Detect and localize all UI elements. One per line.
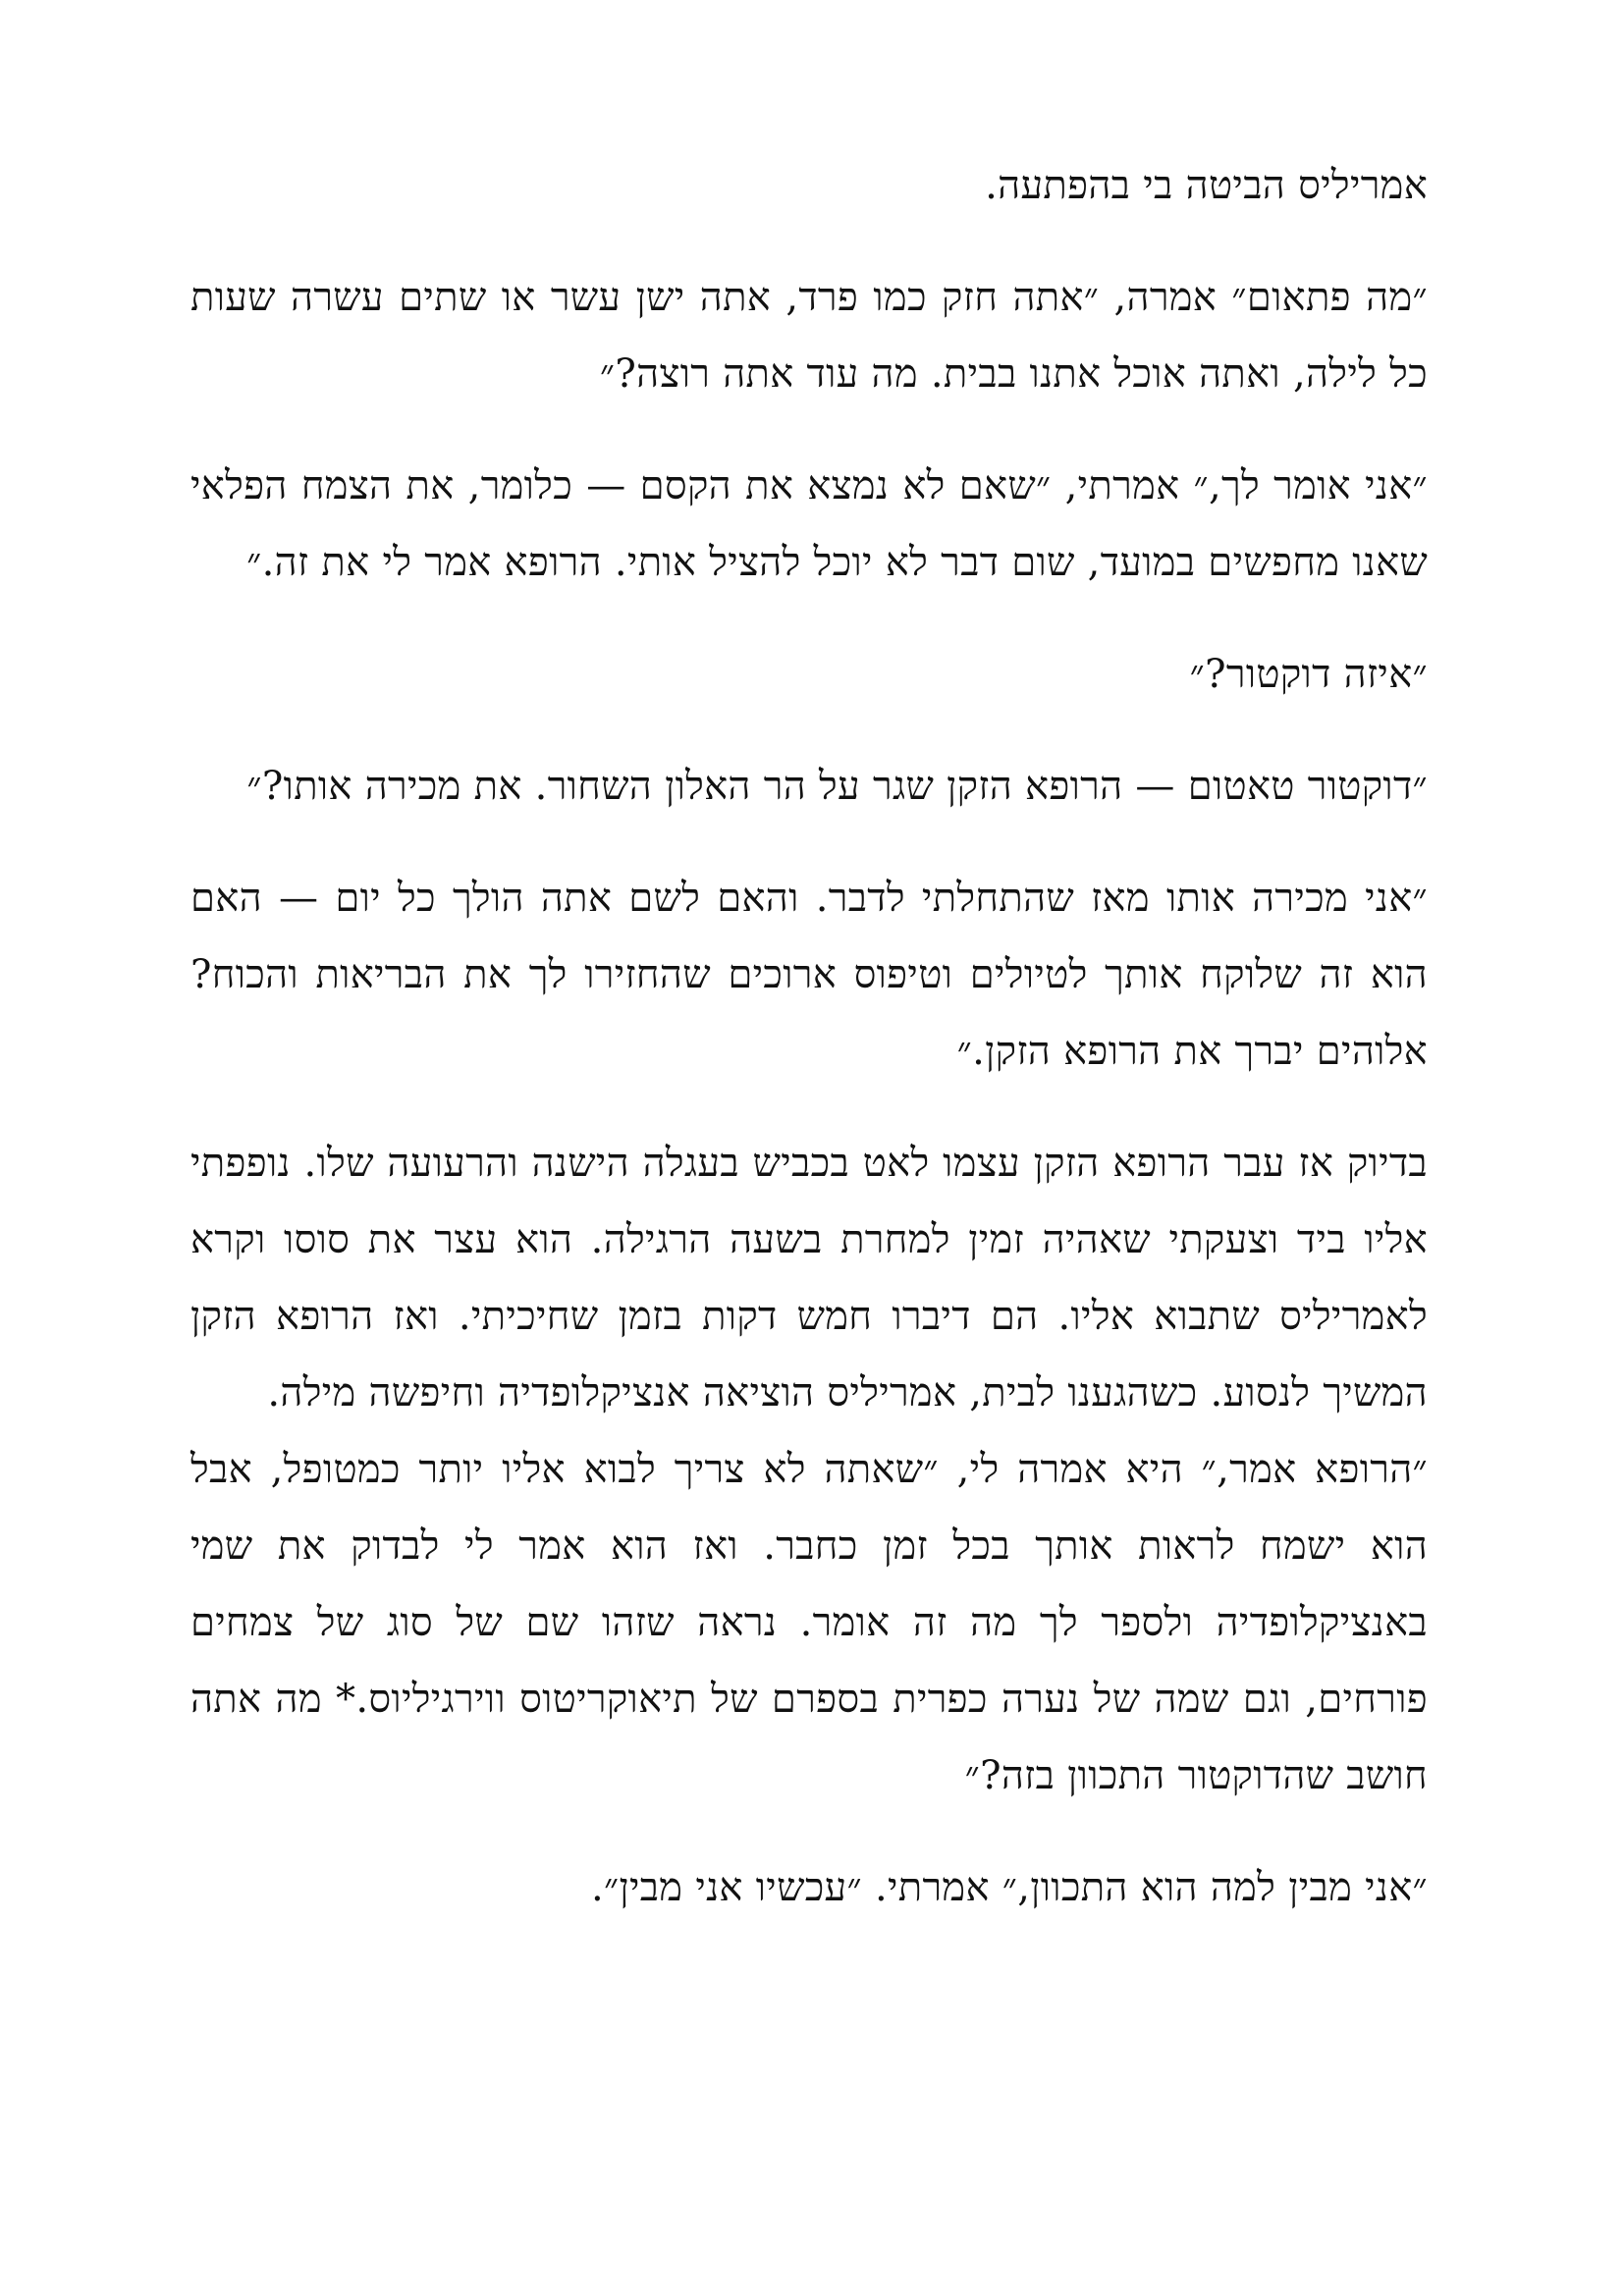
paragraph-old-doctor-passed: בדיוק אז עבר הרופא הזקן עצמו לאט בכביש בעגלה הישנה והרעועה שלו. נופפתי אליו ביד וצעקתי שאהיה זמין למחרת בשעה הרגילה. הוא עצר את סוסו וקרא לאמריליס שתבוא אליו. הם דיברו חמש דקות בזמן שחיכיתי. ואז הרופא הזקן המשיך לנסוע. כשהגענו לבית, אמריליס הוציאה אנציקלופדיה וחיפשה מילה.	[190, 1141, 1428, 1415]
paragraph-which-doctor: ״איזה דוקטור?״	[1189, 652, 1428, 697]
document-page	[190, 147, 1428, 1926]
paragraph-what-suddenly: ״מה פתאום״ אמרה, ״אתה חזק כמו פרד, אתה ישן עשר או שתים עשרה שעות כל לילה, ואתה אוכל אתנו בבית. מה עוד אתה רוצה?״	[190, 275, 1428, 397]
paragraph-i-understand: ״אני מבין למה הוא התכוון,״ אמרתי. ״עכשיו אני מבין״.	[590, 1865, 1428, 1910]
paragraph-doctor-tatum: ״דוקטור טאטום — הרופא הזקן שגר על הר האלון השחור. את מכירה אותו?״	[246, 764, 1428, 809]
paragraph-i-know-him: ״אני מכירה אותו מאז שהתחלתי לדבר. והאם לשם אתה הולך כל יום — האם הוא זה שלוקח אותך לטיולים וטיפוס ארוכים שהחזירו לך את הבריאות והכוח? אלוהים יברך את הרופא הזקן.״	[190, 876, 1429, 1074]
paragraph-amaryllis-surprise: אמריליס הביטה בי בהפתעה.	[985, 163, 1428, 208]
paragraph-i-tell-you: ״אני אומר לך,״ אמרתי, ״שאם לא נמצא את הקסם — כלומר, את הצמח הפלאי שאנו מחפשים במועד, שום דבר לא יוכל להציל אותי. הרופא אמר לי את זה.״	[190, 463, 1428, 585]
paragraph-doctor-said: ״הרופא אמר,״ היא אמרה לי, ״שאתה לא צריך לבוא אליו יותר כמטופל, אבל הוא ישמח לראות אותך בכל זמן כחבר. ואז הוא אמר לי לבדוק את שמי באנציקלופדיה ולספר לך מה זה אומר. נראה שזהו שם של סוג של צמחים פורחים, וגם שמה של נערה כפרית בספרם של תיאוקריטוס ווירגיליוס.* מה אתה חושב שהדוקטור התכוון בזה?״	[190, 1447, 1428, 1798]
